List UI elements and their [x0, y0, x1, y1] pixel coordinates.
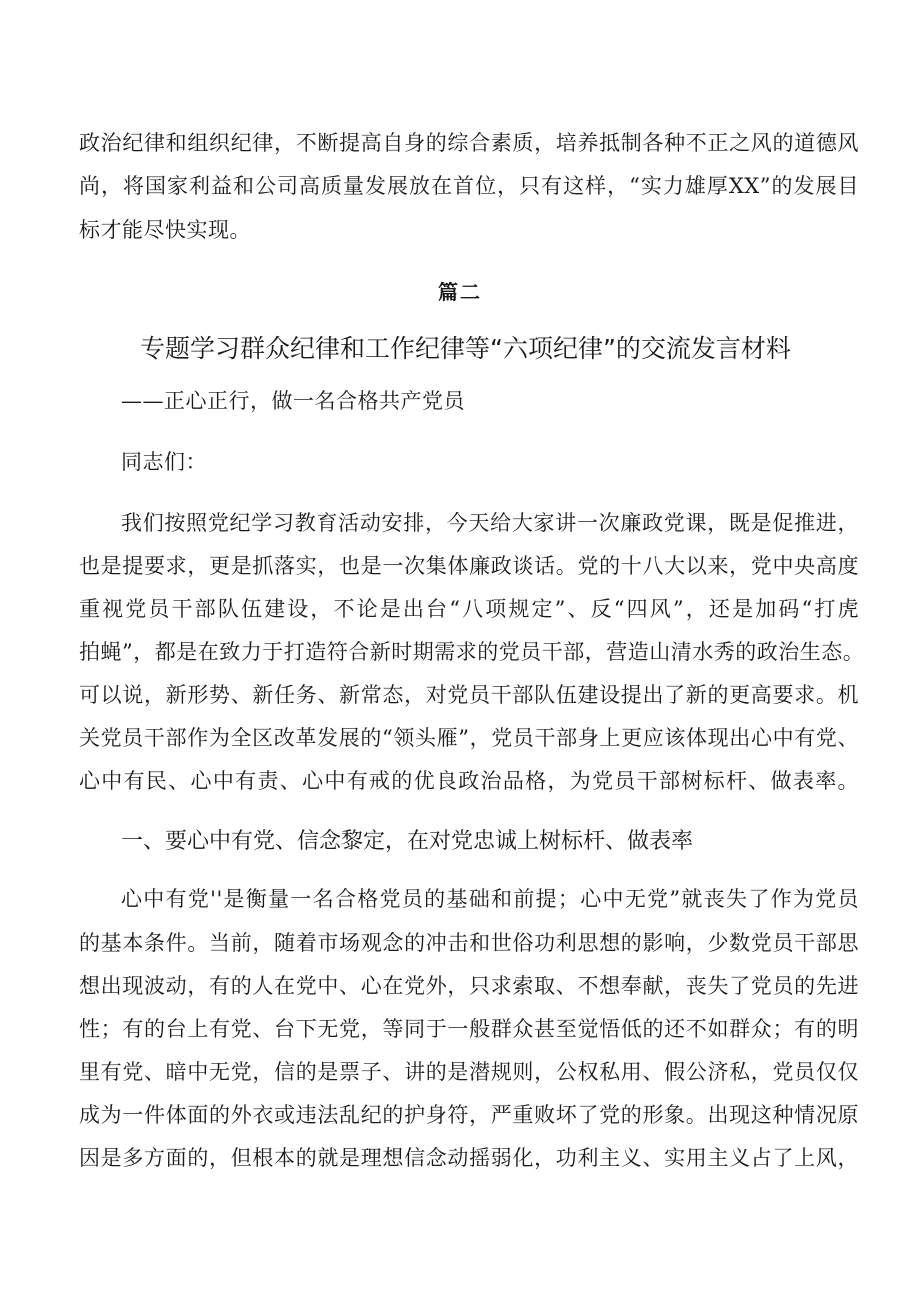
paragraph-line: 关党员干部作为全区改革发展的“领头雁”，党员干部身上更应该体现出心中有党、 — [79, 726, 859, 750]
paragraph-line: 里有党、暗中无党，信的是票子、讲的是潜规则，公权私用、假公济私，党员仅仅 — [79, 1060, 859, 1084]
salutation: 同志们： — [121, 450, 207, 474]
paragraph-line: 因是多方面的，但根本的就是理想信念动摇弱化，功利主义、实用主义占了上风， — [79, 1146, 859, 1170]
paragraph-line: 也是提要求，更是抓落实，也是一次集体廉政谈话。党的十八大以来，党中央高度 — [79, 554, 859, 578]
paragraph-line: 成为一件体面的外衣或违法乱纪的护身符，严重败坏了党的形象。出现这种情况原 — [79, 1103, 859, 1127]
paragraph-line: 心中有民、心中有责、心中有戒的优良政治品格，为党员干部树标杆、做表率。 — [79, 769, 859, 793]
paragraph-line: 我们按照党纪学习教育活动安排，今天给大家讲一次廉政党课，既是促推进， — [121, 511, 859, 535]
paragraph-line: 尚，将国家利益和公司高质量发展放在首位，只有这样，“实力雄厚XX”的发展目 — [79, 174, 859, 198]
section-heading: 一、要心中有党、信念黎定，在对党忠诚上树标杆、做表率 — [121, 829, 694, 854]
paragraph-line: 的基本条件。当前，随着市场观念的冲击和世俗功利思想的影响，少数党员干部思 — [79, 931, 859, 955]
paragraph-line: 重视党员干部队伍建设，不论是出台“八项规定”、反“四风”，还是加码“打虎 — [79, 597, 859, 621]
section-label: 篇二 — [438, 280, 482, 304]
paragraph-line: 政治纪律和组织纪律，不断提高自身的综合素质，培养抵制各种不正之风的道德风 — [79, 131, 859, 155]
document-subtitle: ——正心正行，做一名合格共产党员 — [121, 389, 465, 413]
paragraph-line: 拍蝇”，都是在致力于打造符合新时期需求的党员干部，营造山清水秀的政治生态。 — [79, 640, 865, 664]
paragraph-line: 性；有的台上有党、台下无党，等同于一般群众甚至觉悟低的还不如群众；有的明 — [79, 1017, 859, 1041]
paragraph-line: 标才能尽快实现。 — [79, 218, 251, 242]
document-title: 专题学习群众纪律和工作纪律等“六项纪律”的交流发言材料 — [140, 334, 791, 363]
paragraph-line: 心中有党''是衡量一名合格党员的基础和前提；心中无党”就丧失了作为党员 — [121, 887, 859, 911]
paragraph-line: 想出现波动，有的人在党中、心在党外，只求索取、不想奉献，丧失了党员的先进 — [79, 974, 859, 998]
paragraph-line: 可以说，新形势、新任务、新常态，对党员干部队伍建设提出了新的更高要求。机 — [79, 683, 859, 707]
